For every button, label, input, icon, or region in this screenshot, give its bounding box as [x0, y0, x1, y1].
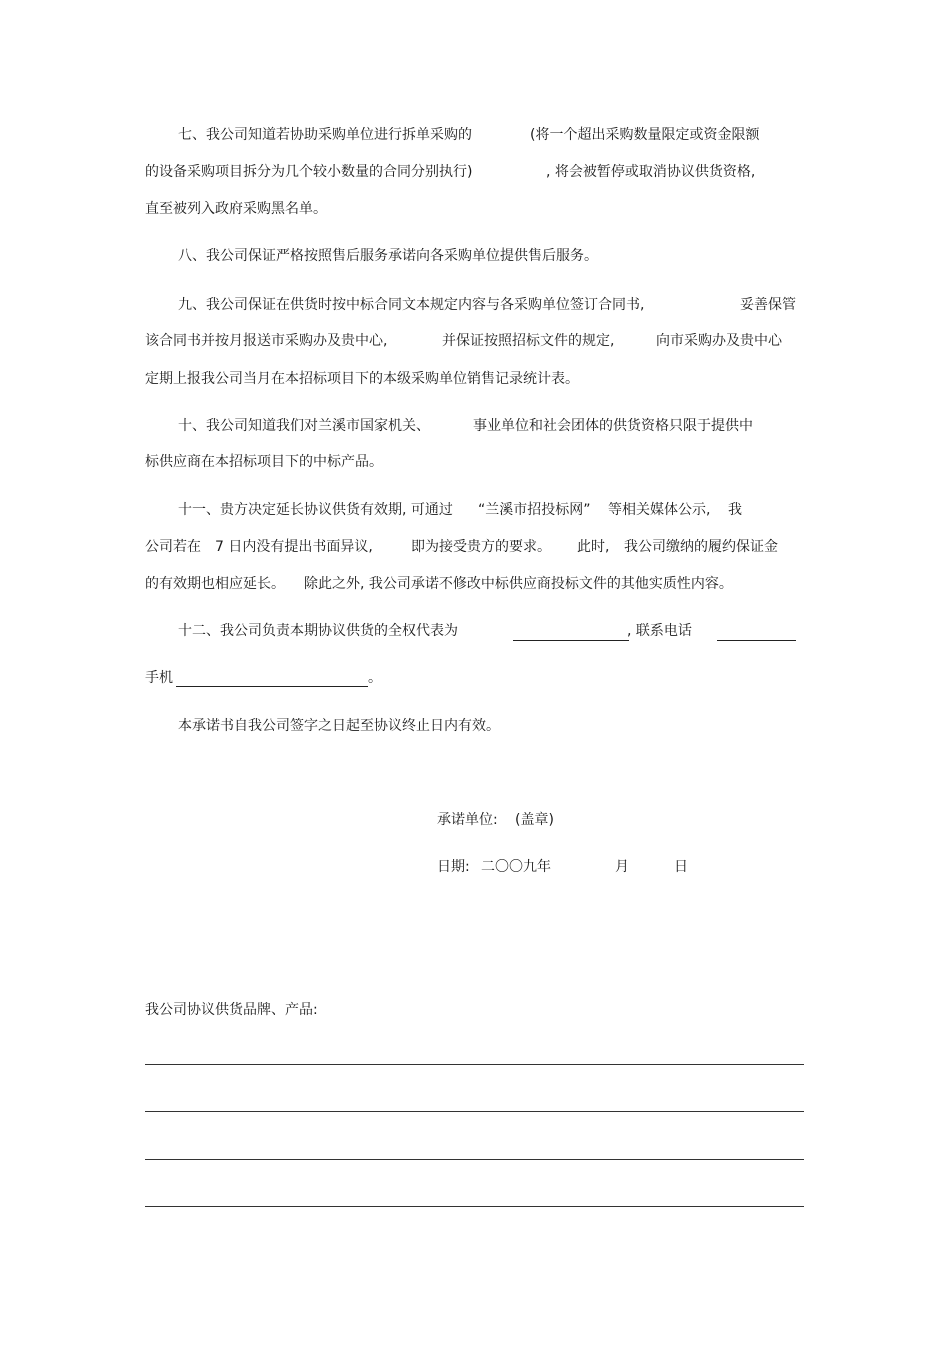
para7-line2a: 的设备采购项目拆分为几个较小数量的合同分别执行) [145, 164, 473, 180]
phone-blank[interactable] [717, 640, 796, 641]
para9-line1a: 九、我公司保证在供货时按中标合同文本规定内容与各采购单位签订合同书, [178, 297, 645, 313]
para11-line2a: 公司若在 [145, 539, 201, 555]
para11-line3b: 除此之外, 我公司承诺不修改中标供应商投标文件的其他实质性内容。 [304, 576, 733, 592]
para7-line2b: , 将会被暂停或取消协议供货资格, [546, 164, 756, 180]
para11-line2e: 我公司缴纳的履约保证金 [624, 539, 778, 555]
product-line-3[interactable] [145, 1159, 804, 1160]
product-line-1[interactable] [145, 1064, 804, 1065]
signature-unit-label: 承诺单位: [437, 812, 498, 828]
para12-line2a: 手机 [145, 670, 173, 686]
para11-line3a: 的有效期也相应延长。 [145, 576, 285, 592]
para9-line3: 定期上报我公司当月在本招标项目下的本级采购单位销售记录统计表。 [145, 371, 579, 387]
representative-blank[interactable] [513, 640, 629, 641]
product-line-4[interactable] [145, 1206, 804, 1207]
para7-line1a: 七、我公司知道若协助采购单位进行拆单采购的 [178, 127, 472, 143]
para10-line1b: 事业单位和社会团体的供货资格只限于提供中 [473, 418, 753, 434]
para11-line2d: 此时, [577, 539, 610, 555]
para11-line1c: 等相关媒体公示, [608, 502, 711, 518]
para9-line2a: 该合同书并按月报送市采购办及贵中心, [145, 333, 388, 349]
para10-line2: 标供应商在本招标项目下的中标产品。 [145, 454, 383, 470]
signature-day: 日 [674, 859, 688, 875]
para12-line1b: , 联系电话 [627, 623, 692, 639]
para9-line2b: 并保证按照招标文件的规定, [442, 333, 615, 349]
signature-seal: (盖章) [515, 812, 554, 828]
para11-line1b: “兰溪市招投标网” [478, 502, 591, 518]
para12-line1a: 十二、我公司负责本期协议供货的全权代表为 [178, 623, 458, 639]
product-line-2[interactable] [145, 1111, 804, 1112]
para11-line1a: 十一、贵方决定延长协议供货有效期, 可通过 [178, 502, 453, 518]
para9-line1b: 妥善保管 [740, 297, 796, 313]
para7-line1b: (将一个超出采购数量限定或资金限额 [530, 127, 760, 143]
para12-line2b: 。 [368, 670, 382, 686]
signature-year: 二〇〇九年 [481, 859, 551, 875]
para11-line2b: 7 日内没有提出书面异议, [215, 539, 373, 555]
signature-date-label: 日期: [437, 859, 470, 875]
mobile-blank[interactable] [176, 686, 368, 687]
para9-line2c: 向市采购办及贵中心 [656, 333, 782, 349]
validity-statement: 本承诺书自我公司签字之日起至协议终止日内有效。 [178, 718, 500, 734]
products-label: 我公司协议供货品牌、产品: [145, 1002, 318, 1018]
para7-line3: 直至被列入政府采购黑名单。 [145, 201, 327, 217]
signature-month: 月 [615, 859, 629, 875]
para8-line1: 八、我公司保证严格按照售后服务承诺向各采购单位提供售后服务。 [178, 248, 598, 264]
para11-line2c: 即为接受贵方的要求。 [411, 539, 551, 555]
para11-line1d: 我 [728, 502, 742, 518]
para10-line1a: 十、我公司知道我们对兰溪市国家机关、 [178, 418, 430, 434]
